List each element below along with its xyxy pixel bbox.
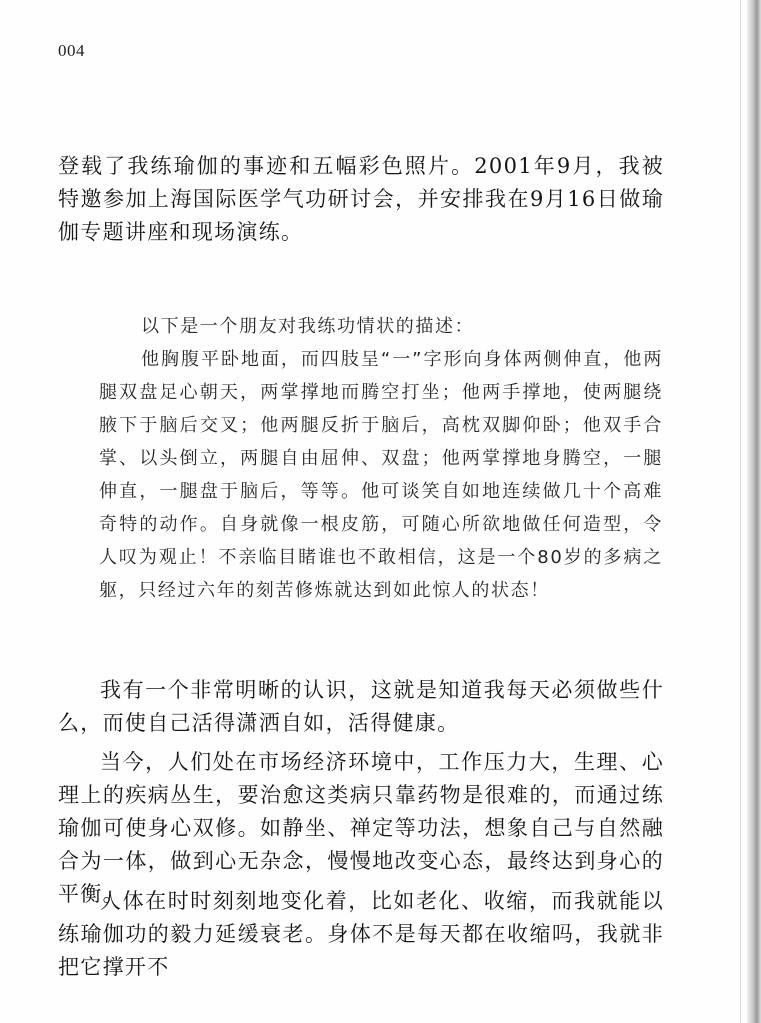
quote-body: 他胸腹平卧地面，而四肢呈“一”字形向身体两侧伸直，他两腿双盘足心朝天，两掌撑地而腾空打坐；他两手撑地，使两腿绕腋下于脑后交叉；他两腿反折于脑后，高枕双脚仰卧；他双手合掌、以头倒立，两腿自由屈伸、双盘；他两掌撑地身腾空，一腿伸直，一腿盘于脑后，等等。他可谈笑自如地连续做几十个高难奇特的动作。自身就像一根皮筋，可随心所欲地做任何造型，令人叹为观止！不亲临目睹谁也不敢相信，这是一个80岁的多病之躯，只经过六年的刻苦修炼就达到如此惊人的状态！: [99, 349, 663, 601]
paragraph-3: 当今，人们处在市场经济环境中，工作压力大，生理、心理上的疾病丛生，要治愈这类病只靠药物是很难的，而通过练瑜伽可使身心双修。如静坐、禅定等功法，想象自己与自然融合为一体，做到心无杂念，慢慢地改变心态，最终达到身心的平衡。: [58, 750, 664, 906]
paragraph-4: 人体在时时刻刻地变化着，比如老化、收缩，而我就能以练瑜伽功的毅力延缓衰老。身体不是每天都在收缩吗，我就非把它撑开不: [58, 889, 664, 979]
page-number: 004: [58, 41, 85, 60]
quote-intro: 以下是一个朋友对我练功情状的描述：: [141, 316, 475, 337]
page-edge-shadow: [747, 0, 761, 1023]
page-edge-line: [740, 0, 741, 1023]
paragraph-1: 登载了我练瑜伽的事迹和五幅彩色照片。2001年9月，我被特邀参加上海国际医学气功研讨会，并安排我在9月16日做瑜伽专题讲座和现场演练。: [58, 154, 664, 244]
paragraph-2: 我有一个非常明晰的认识，这就是知道我每天必须做些什么，而使自己活得潇洒自如，活得健康。: [58, 678, 664, 735]
